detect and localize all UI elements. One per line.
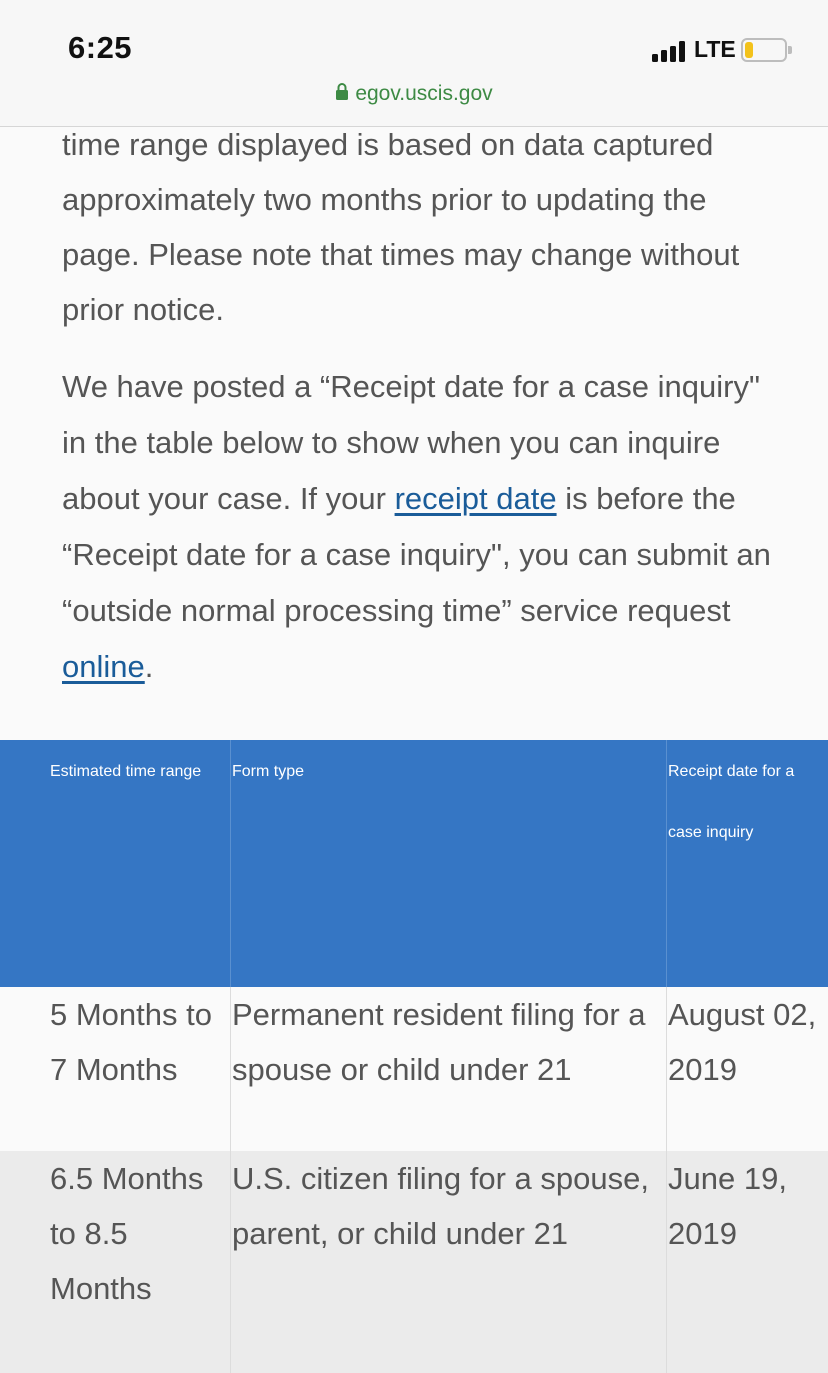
cell-form-type: U.S. citizen filing for a spouse, parent, or child under 21 bbox=[230, 1151, 666, 1373]
cell-form-type: Permanent resident filing for a spouse or child under 21 bbox=[230, 987, 666, 1151]
online-link[interactable]: online bbox=[62, 649, 145, 684]
intro-paragraph: time range displayed is based on data captured approximately two months prior to updating the page. Please note that times may change without prior notice. bbox=[62, 127, 740, 327]
url-text: egov.uscis.gov bbox=[355, 82, 493, 105]
cell-time-range: 5 Months to 7 Months bbox=[50, 997, 212, 1087]
table-row bbox=[0, 987, 828, 1151]
table-header bbox=[0, 740, 828, 987]
clock: 6:25 bbox=[68, 30, 133, 65]
cell-receipt-date: June 19, 2019 bbox=[666, 1151, 828, 1373]
status-bar bbox=[0, 0, 828, 127]
table-row bbox=[0, 1151, 828, 1373]
page-content bbox=[62, 127, 782, 695]
battery-icon bbox=[741, 38, 787, 62]
header-receipt-date: Receipt date for a case inquiry bbox=[666, 740, 828, 987]
inquiry-text-end: . bbox=[144, 649, 154, 684]
inquiry-paragraph bbox=[62, 359, 782, 695]
lock-icon bbox=[335, 82, 349, 101]
address-bar[interactable] bbox=[0, 82, 828, 106]
inquiry-text-2: is before the “Receipt date for a case inquiry", you can submit an “outside normal processing time” service request bbox=[62, 481, 771, 628]
network-type: LTE bbox=[694, 36, 736, 62]
cell-receipt-date: August 02, 2019 bbox=[666, 987, 828, 1151]
receipt-date-link[interactable]: receipt date bbox=[394, 481, 557, 516]
cell-time-range: 6.5 Months to 8.5 Months bbox=[50, 1161, 204, 1306]
header-estimated-time-range: Estimated time range bbox=[50, 763, 202, 780]
header-form-type: Form type bbox=[230, 740, 666, 987]
cellular-signal-icon bbox=[652, 40, 688, 62]
inquiry-text-1: We have posted a “Receipt date for a case inquiry" in the table below to show when you can inquire about your case. If your bbox=[62, 369, 760, 516]
